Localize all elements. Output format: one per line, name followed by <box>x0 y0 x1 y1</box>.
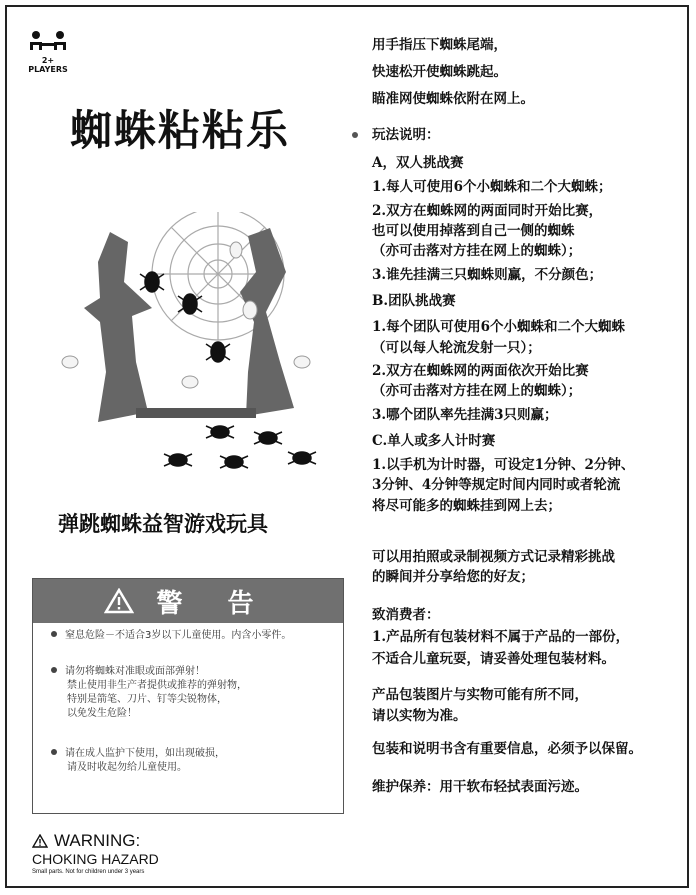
players-label: PLAYERS <box>28 65 68 74</box>
warning-triangle-icon <box>104 588 134 614</box>
right-tree <box>240 228 294 416</box>
warning-triangle-icon <box>32 834 48 848</box>
choking-line-3: Small parts. Not for children under 3 years <box>32 869 145 875</box>
players-logo <box>22 30 74 74</box>
warning-text: 禁止使用非生产者提供或推荐的弹射物， <box>67 680 247 691</box>
warning-text: 特别是箭笔、刀片、钉等尖锐物体， <box>67 694 227 705</box>
warning-item-1 <box>51 629 291 643</box>
warning-text: 请及时收起勿给儿童使用。 <box>67 762 187 773</box>
choking-line-1 <box>32 832 159 850</box>
picture-note-line-1: 产品包装图片与实物可能有所不同， <box>372 687 588 703</box>
spiders <box>140 272 316 468</box>
age-label: 2+ <box>41 56 55 65</box>
warning-text: 窒息危险－不适合3岁以下儿童使用。内含小零件。 <box>65 630 292 641</box>
mode-b-heading: B.团队挑战赛 <box>372 293 456 309</box>
warning-text: 以免发生危险！ <box>67 708 137 719</box>
intro-line-3: 瞄准网使蜘蛛依附在网上。 <box>372 91 534 107</box>
mode-c-heading: C.单人或多人计时赛 <box>372 433 496 449</box>
warning-header <box>33 579 343 623</box>
rules-header: 玩法说明： <box>372 124 440 146</box>
mode-b-line-1: 1.每个团队可使用6个小蜘蛛和二个大蜘蛛 <box>372 319 625 335</box>
product-subtitle: 弹跳蜘蛛益智游戏玩具 <box>58 511 268 536</box>
mode-a-line-4: （亦可击落对方挂在网上的蜘蛛）； <box>372 243 582 259</box>
mode-c-line-3: 将尽可能多的蜘蛛挂到网上去； <box>372 498 561 514</box>
choking-line-2: CHOKING HAZARD <box>32 851 159 867</box>
consumer-header: 致消费者： <box>372 607 440 623</box>
intro-line-1: 用手指压下蜘蛛尾端， <box>372 37 507 53</box>
share-line-1: 可以用拍照或录制视频方式记录精彩挑战 <box>372 549 615 565</box>
product-title: 蜘蛛粘粘乐 <box>70 106 291 155</box>
launcher-base <box>136 408 256 418</box>
picture-note-line-2: 请以实物为准。 <box>372 708 467 724</box>
keep-note: 包装和说明书含有重要信息，必须予以保留。 <box>372 741 642 757</box>
warning-item-2 <box>51 665 247 721</box>
mode-a-line-2: 2.双方在蜘蛛网的两面同时开始比赛， <box>372 203 603 219</box>
choking-warning-label: WARNING: <box>54 831 141 850</box>
spider-tree-illustration <box>40 212 330 482</box>
mode-b-line-5: 3.哪个团队率先挂满3只则赢； <box>372 407 558 423</box>
warning-box <box>32 578 344 814</box>
mode-a-line-1: 1.每人可使用6个小蜘蛛和二个大蜘蛛； <box>372 179 612 195</box>
share-line-2: 的瞬间并分享给您的好友； <box>372 569 534 585</box>
bullet <box>51 631 57 637</box>
consumer-line-1: 1.产品所有包装材料不属于产品的一部份， <box>372 629 630 645</box>
choking-hazard-warning <box>32 832 159 876</box>
left-tree <box>84 232 152 422</box>
players-icon <box>26 30 70 56</box>
care-note: 维护保养：用干软布轻拭表面污迹。 <box>372 779 588 795</box>
bullet <box>51 749 57 755</box>
mode-a-line-3: 也可以使用掉落到自己一侧的蜘蛛 <box>372 223 575 239</box>
intro-line-2: 快速松开使蜘蛛跳起。 <box>372 64 507 80</box>
warning-item-3 <box>51 747 225 775</box>
mode-c-line-1: 1.以手机为计时器，可设定1分钟、2分钟、 <box>372 457 635 473</box>
mode-a-heading: A，双人挑战赛 <box>372 155 464 171</box>
consumer-line-2: 不适合儿童玩耍，请妥善处理包装材料。 <box>372 651 615 667</box>
mode-a-line-5: 3.谁先挂满三只蜘蛛则赢，不分颜色； <box>372 267 603 283</box>
mode-b-line-4: （亦可击落对方挂在网上的蜘蛛）； <box>372 383 582 399</box>
mode-b-line-3: 2.双方在蜘蛛网的两面依次开始比赛 <box>372 363 589 379</box>
warning-text: 请在成人监护下使用，如出现破损， <box>65 748 225 759</box>
warning-text: 请勿将蜘蛛对准眼或面部弹射！ <box>65 666 205 677</box>
bullet <box>51 667 57 673</box>
warning-heading: 警 告 <box>156 588 272 619</box>
mode-b-line-2: （可以每人轮流发射一只）； <box>372 340 541 356</box>
mode-c-line-2: 3分钟、4分钟等规定时间内同时或者轮流 <box>372 477 621 493</box>
